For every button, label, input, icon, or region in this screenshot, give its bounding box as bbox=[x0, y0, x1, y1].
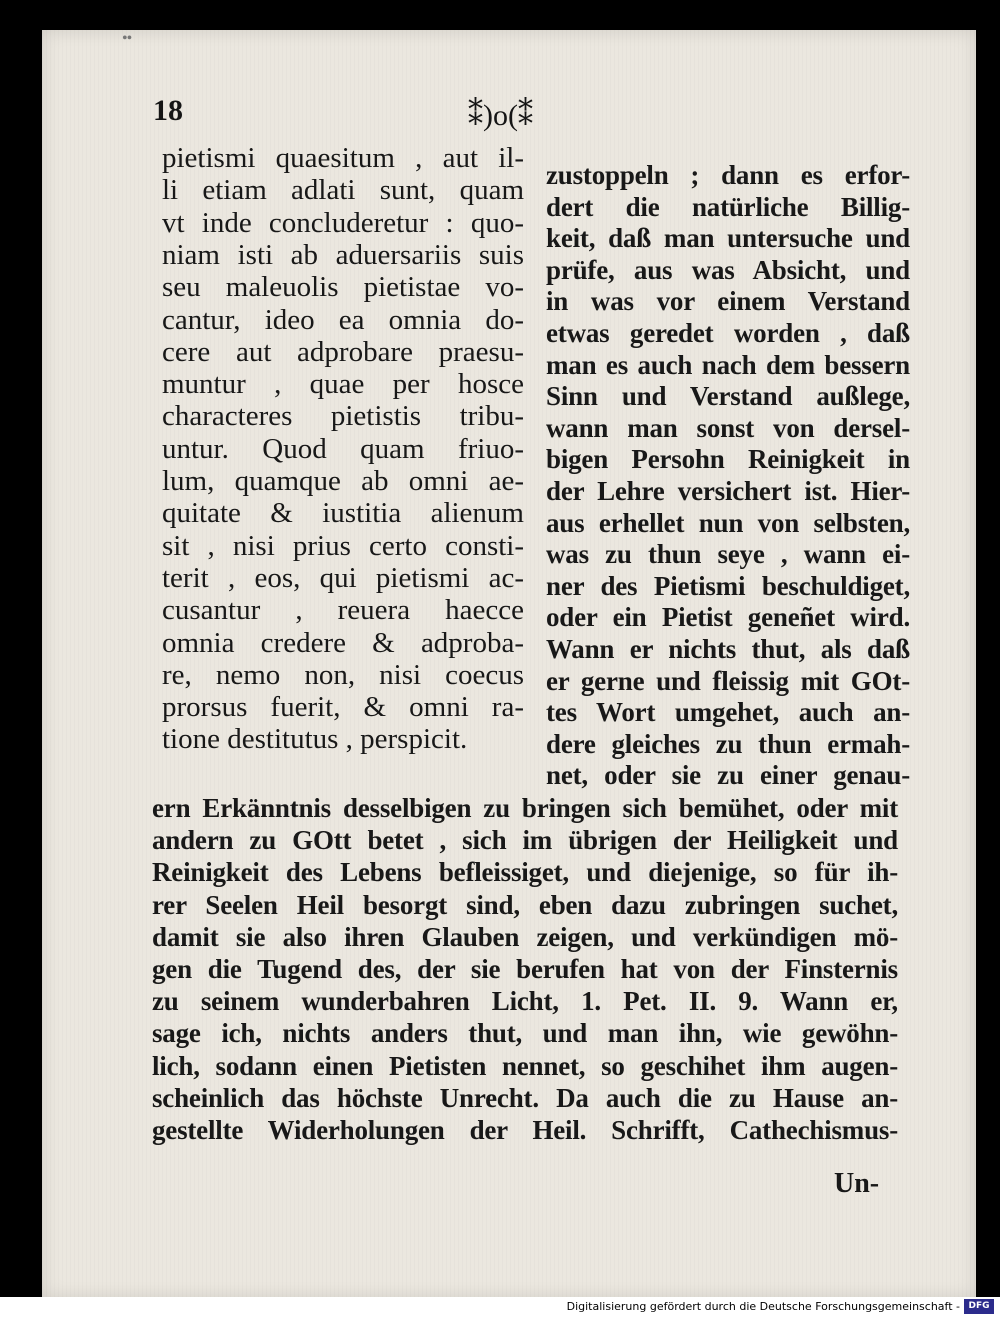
german-text-line: etwas geredet worden , daß bbox=[546, 318, 910, 348]
latin-text-line: quitate & iustitia alienum bbox=[162, 497, 524, 530]
german-text-line: wann man sonst von dersel- bbox=[546, 412, 910, 443]
latin-text-line: terit , eos, qui pietismi ac- bbox=[162, 561, 524, 594]
latin-text-line: vt inde concluderetur : quo- bbox=[162, 206, 524, 239]
german-text-line: in was vor einem Verstand bbox=[546, 286, 910, 317]
german-text-line: Sinn und Verstand außlege, bbox=[546, 381, 910, 412]
latin-text-line: untur. Quod quam friuo- bbox=[162, 432, 524, 465]
latin-text-line: lum, quamque ab omni ae- bbox=[162, 465, 524, 497]
german-text-line: sage ich, nichts anders thut, und man ihn, wie gewöhn- bbox=[152, 1018, 898, 1049]
margin-mark: •• bbox=[122, 30, 132, 47]
german-text-line: dere gleiches zu thun ermah- bbox=[546, 728, 910, 759]
german-text-line: keit, daß man untersuche und bbox=[546, 223, 910, 254]
latin-text-line: pietismi quaesitum , aut il- bbox=[162, 142, 524, 174]
latin-text-line: muntur , quae per hosce bbox=[162, 368, 524, 401]
german-text-line: tes Wort umgehet, auch an- bbox=[546, 697, 910, 728]
german-text-line: Wann er nichts thut, als daß bbox=[546, 634, 910, 664]
german-text-line: aus erhellet nun von selbsten, bbox=[546, 507, 910, 538]
german-text-line: zustoppeln ; dann es erfor- bbox=[546, 160, 910, 190]
german-text-line: lich, sodann einen Pietisten nennet, so geschihet ihm augen- bbox=[152, 1050, 898, 1081]
latin-text-line: niam isti ab aduersariis suis bbox=[162, 238, 524, 271]
german-text-line: was zu thun seye , wann ei- bbox=[546, 539, 910, 570]
german-text-line: net, oder sie zu einer genau- bbox=[546, 760, 910, 791]
latin-text-line: cantur, ideo ea omnia do- bbox=[162, 303, 524, 336]
latin-text-line: cere aut adprobare praesu- bbox=[162, 335, 524, 368]
german-text-line: ner des Pietismi beschuldiget, bbox=[546, 570, 910, 601]
german-text-line: prüfe, aus was Absicht, und bbox=[546, 254, 910, 285]
german-text-line: man es auch nach dem bessern bbox=[546, 349, 910, 380]
latin-text-line: tione destitutus , perspicit. bbox=[162, 723, 468, 756]
page-number: 18 bbox=[153, 94, 183, 127]
page-header-ornament: ⁑)o(⁑ bbox=[468, 99, 533, 132]
german-text-line: scheinlich das höchste Unrecht. Da auch die zu Hause an- bbox=[152, 1082, 898, 1113]
latin-text-line: omnia credere & adproba- bbox=[162, 626, 524, 659]
latin-text-line: li etiam adlati sunt, quam bbox=[162, 174, 524, 207]
latin-text-line: seu maleuolis pietistae vo- bbox=[162, 271, 524, 304]
german-text-line: Reinigkeit des Lebens befleissiget, und diejenige, so für ih- bbox=[152, 857, 898, 888]
german-text-line: rer Seelen Heil besorgt sind, eben dazu zubringen suchet, bbox=[152, 889, 898, 920]
german-text-line: gen die Tugend des, der sie berufen hat von der Finsternis bbox=[152, 954, 898, 984]
german-text-line: andern zu GOtt betet , sich im übrigen der Heiligkeit und bbox=[152, 825, 898, 856]
german-text-line: oder ein Pietist geneñet wird. bbox=[546, 602, 910, 633]
german-text-line: bigen Persohn Reinigkeit in bbox=[546, 444, 910, 475]
german-text-line: der Lehre versichert ist. Hier- bbox=[546, 476, 910, 506]
latin-text-line: cusantur , reuera haecce bbox=[162, 594, 524, 627]
german-text-line: gestellte Widerholungen der Heil. Schrifft, Cathechismus- bbox=[152, 1115, 898, 1145]
german-text-line: ern Erkänntnis desselbigen zu bringen sich bemühet, oder mit bbox=[152, 793, 898, 823]
german-text-line: zu seinem wunderbahren Licht, 1. Pet. II. 9. Wann er, bbox=[152, 986, 898, 1017]
german-text-line: er gerne und fleissig mit GOt- bbox=[546, 665, 910, 696]
latin-text-line: characteres pietistis tribu- bbox=[162, 400, 524, 433]
latin-text-line: re, nemo non, nisi coecus bbox=[162, 658, 524, 691]
footer-bar bbox=[0, 1297, 1000, 1317]
catchword: Un- bbox=[834, 1168, 880, 1199]
german-text-line: dert die natürliche Billig- bbox=[546, 191, 910, 222]
german-text-line: damit sie also ihren Glauben zeigen, und verkündigen mö- bbox=[152, 921, 898, 952]
latin-text-line: sit , nisi prius certo consti- bbox=[162, 529, 524, 562]
funding-notice: Digitalisierung gefördert durch die Deutsche Forschungsgemeinschaft - bbox=[566, 1300, 960, 1313]
dfg-logo: DFG bbox=[964, 1299, 994, 1314]
latin-text-line: prorsus fuerit, & omni ra- bbox=[162, 691, 524, 724]
